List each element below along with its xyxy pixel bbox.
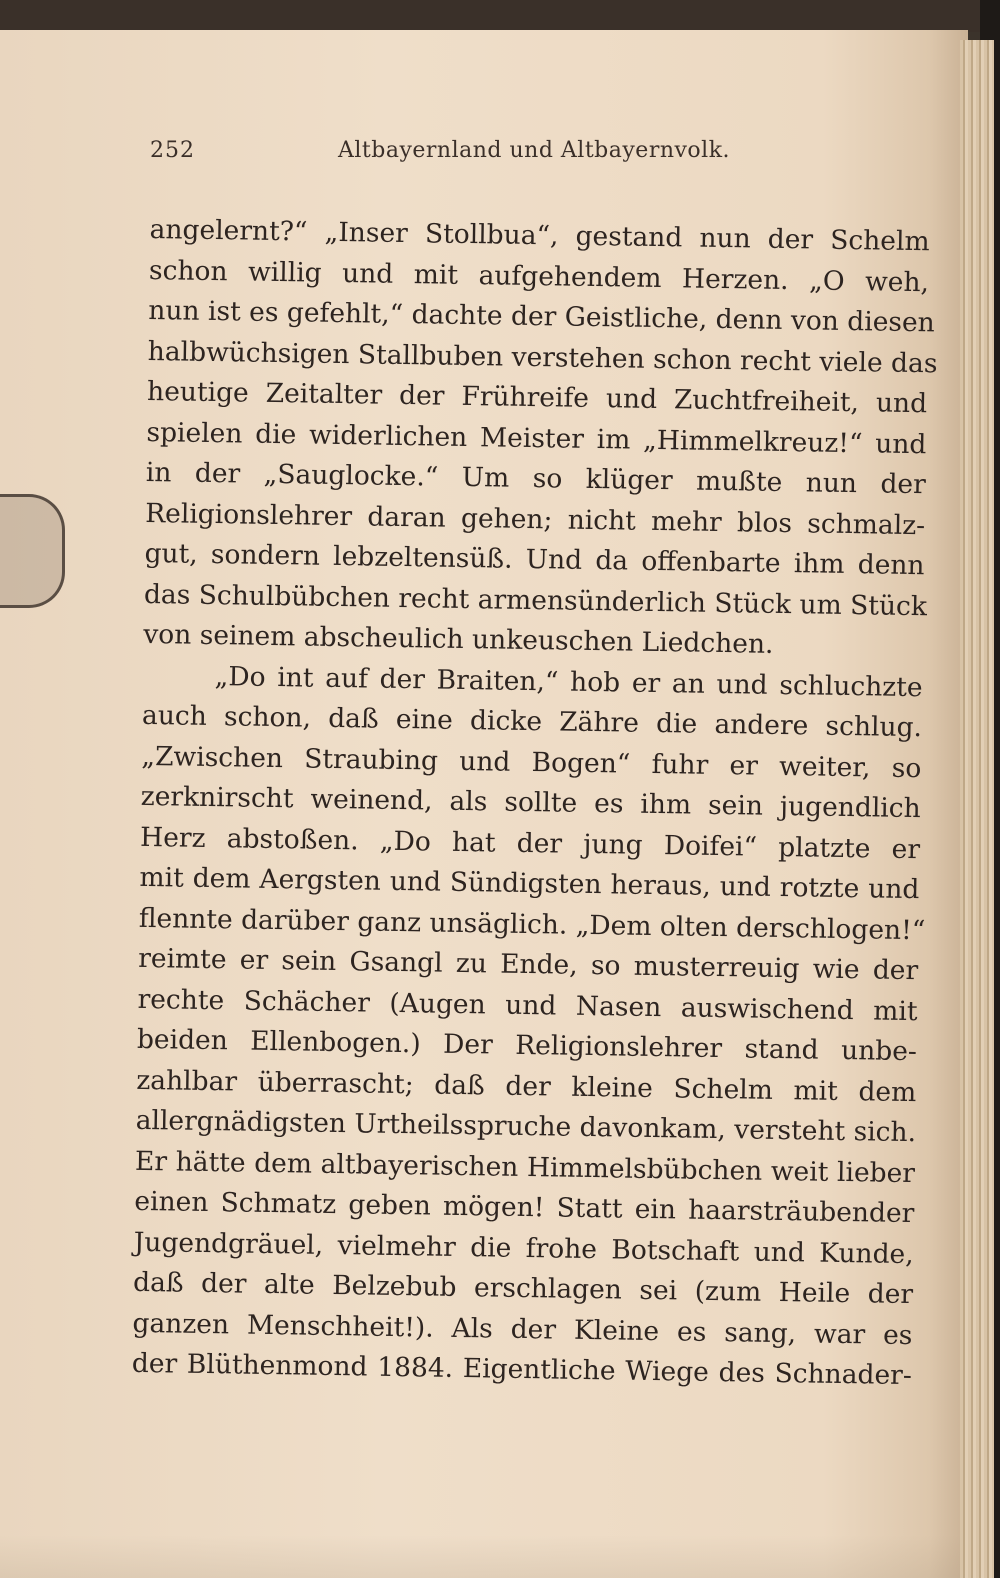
text-line: angelernt?“ „Inser Stollbua“, gestand nun der Schelm: [149, 213, 930, 258]
page-number: 252: [150, 138, 195, 163]
text-line: das Schulbübchen recht armensünderlich Stück um Stück: [143, 578, 928, 622]
running-title: Altbayernland und Altbayernvolk.: [338, 138, 731, 163]
text-line: schon willig und mit aufgehendem Herzen. „O weh,: [148, 254, 930, 298]
body-text: [131, 210, 938, 1397]
text-line: der Blüthenmond 1884. Eigentliche Wiege des Schnader-: [131, 1347, 913, 1392]
text-line: Er hätte dem altbayerischen Himmelsbübchen weit lieber: [134, 1145, 916, 1189]
text-line: in der „Sauglocke.“ Um so klüger mußte nun der: [145, 456, 927, 501]
text-line: halbwüchsigen Stallbuben verstehen schon recht viele das: [147, 335, 938, 379]
text-line: „Do int auf der Braiten,“ hob er an und schluchzte: [214, 660, 923, 703]
text-line: einen Schmatz geben mögen! Statt ein haarsträubender: [134, 1185, 915, 1230]
text-line: auch schon, daß eine dicke Zähre die andere schlug.: [141, 699, 923, 744]
text-line: mit dem Aergsten und Sündigsten heraus, und rotzte und: [139, 861, 920, 906]
text-line: reimte er sein Gsangl zu Ende, so musterreuig wie der: [137, 942, 919, 987]
text-line: rechte Schächer (Augen und Nasen auswischend mit: [137, 983, 918, 1027]
text-line: Religionslehrer daran gehen; nicht mehr blos schmalz-: [144, 497, 926, 541]
text-line: ganzen Menschheit!). Als der Kleine es sang, war es: [132, 1307, 913, 1351]
text-line: „Zwischen Straubing und Bogen“ fuhr er weiter, so: [141, 740, 922, 784]
text-line: allergnädigsten Urtheilsspruche davonkam, versteht sich.: [135, 1104, 917, 1149]
page-bottom-shading: [0, 1535, 968, 1578]
text-line: nun ist es gefehlt,“ dachte der Geistliche, denn von diesen: [148, 294, 935, 339]
text-line: beiden Ellenbogen.) Der Religionslehrer stand unbe-: [136, 1023, 918, 1068]
text-line: daß der alte Belzebub erschlagen sei (zum Heile der: [132, 1266, 914, 1311]
page-clip-mark: [0, 494, 65, 608]
scan-top-border: [0, 0, 1000, 32]
text-line: spielen die widerlichen Meister im „Himmelkreuz!“ und: [146, 416, 927, 460]
text-line: zerknirscht weinend, als sollte es ihm sein jugendlich: [140, 780, 921, 825]
text-line: heutige Zeitalter der Frühreife und Zuchtfreiheit, und: [146, 375, 928, 420]
page-stack-edge: [960, 40, 994, 1578]
text-line: von seinem abscheulich unkeuschen Liedchen.: [143, 618, 774, 660]
text-line: Jugendgräuel, vielmehr die frohe Botschaft und Kunde,: [133, 1226, 914, 1270]
text-line: zahlbar überrascht; daß der kleine Schelm mit dem: [136, 1064, 917, 1108]
text-line: flennte darüber ganz unsäglich. „Dem olten derschlogen!“: [138, 902, 926, 946]
text-line: gut, sondern lebzeltensüß. Und da offenbarte ihm denn: [144, 537, 925, 582]
text-line: Herz abstoßen. „Do hat der jung Doifei“ platzte er: [139, 821, 921, 865]
